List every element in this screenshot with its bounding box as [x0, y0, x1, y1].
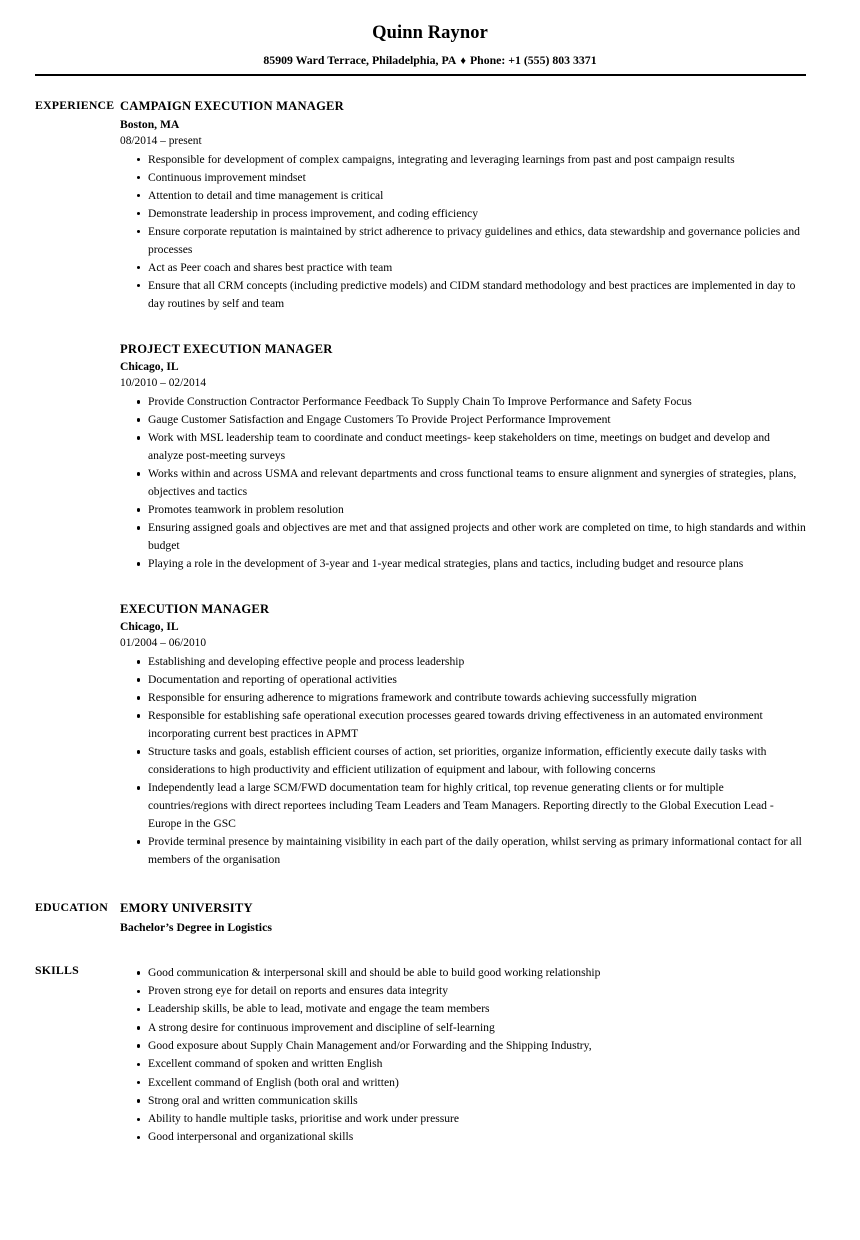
job-location: Chicago, IL [120, 359, 179, 373]
skill-bullet: A strong desire for continuous improvement and discipline of self-learning [120, 1019, 806, 1037]
section-label-skills: SKILLS [35, 962, 79, 977]
job-bullet: Work with MSL leadership team to coordinate and conduct meetings- keep stakeholders on time, meetings on budget and develop and analyze post-meeting surveys [120, 429, 806, 465]
job-bullet: Ensure that all CRM concepts (including predictive models) and CIDM standard methodology and best practices are implemented in day to day routines by self and team [120, 277, 806, 313]
skill-bullet: Strong oral and written communication skills [120, 1092, 806, 1110]
experience-section [0, 98, 860, 868]
section-label-education: EDUCATION [35, 899, 109, 914]
job-entry [120, 98, 806, 312]
job-bullet: Act as Peer coach and shares best practice with team [120, 259, 806, 277]
skill-bullet: Leadership skills, be able to lead, motivate and engage the team members [120, 1000, 806, 1018]
job-bullet: Provide Construction Contractor Performance Feedback To Supply Chain To Improve Performance and Safety Focus [120, 393, 806, 411]
job-bullet-list [120, 393, 806, 573]
resume-header [0, 0, 860, 76]
job-location: Boston, MA [120, 117, 180, 131]
job-bullet: Playing a role in the development of 3-year and 1-year medical strategies, plans and tactics, including budget and resource plans [120, 555, 806, 573]
candidate-name: Quinn Raynor [372, 23, 488, 43]
job-bullet-list [120, 653, 806, 869]
job-dates: 10/2010 – 02/2014 [120, 376, 207, 389]
job-bullet: Ensure corporate reputation is maintained by strict adherence to privacy guidelines and ethics, data stewardship and governance policies and processes [120, 223, 806, 259]
job-bullet: Responsible for establishing safe operational execution processes geared towards driving effectiveness in an automated environment incorporating current best practices in APMT [120, 707, 806, 743]
education-degree: Bachelor’s Degree in Logistics [120, 920, 272, 935]
skill-bullet: Ability to handle multiple tasks, prioritise and work under pressure [120, 1110, 806, 1128]
skills-body [120, 963, 860, 1147]
job-bullet: Attention to detail and time management is critical [120, 187, 806, 205]
job-title: CAMPAIGN EXECUTION MANAGER [120, 99, 344, 114]
job-title: EXECUTION MANAGER [120, 601, 270, 616]
job-entry [120, 341, 806, 573]
job-bullet: Gauge Customer Satisfaction and Engage Customers To Provide Project Performance Improvement [120, 411, 806, 429]
job-dates: 01/2004 – 06/2010 [120, 636, 207, 649]
phone-text: Phone: +1 (555) 803 3371 [469, 53, 597, 68]
job-dates: 08/2014 – present [120, 134, 202, 147]
address-text: 85909 Ward Terrace, Philadelphia, PA [263, 53, 457, 68]
education-body [120, 900, 860, 937]
job-location: Chicago, IL [120, 619, 179, 633]
job-bullet: Demonstrate leadership in process improvement, and coding efficiency [120, 205, 806, 223]
job-bullet: Independently lead a large SCM/FWD documentation team for highly critical, top revenue generating clients or for multiple countries/regions with direct reportees including Team Leaders and Team Managers. Reporting directly to the Global Execution Lead - Europe in the GSC [120, 779, 806, 833]
skill-bullet: Excellent command of spoken and written English [120, 1055, 806, 1073]
education-school: EMORY UNIVERSITY [120, 900, 253, 915]
diamond-separator-icon: ♦ [460, 55, 466, 68]
job-bullet: Ensuring assigned goals and objectives are met and that assigned projects and other work are completed on time, to high standards and within budget [120, 519, 806, 555]
skill-bullet: Good interpersonal and organizational skills [120, 1128, 806, 1146]
job-title: PROJECT EXECUTION MANAGER [120, 341, 333, 356]
skill-bullet: Good exposure about Supply Chain Management and/or Forwarding and the Shipping Industry, [120, 1037, 806, 1055]
job-bullet: Documentation and reporting of operational activities [120, 671, 806, 689]
education-section [0, 900, 860, 937]
skills-bullet-list [120, 964, 806, 1147]
skill-bullet: Good communication & interpersonal skill and should be able to build good working relationship [120, 964, 806, 982]
job-bullet-list [120, 151, 806, 313]
skills-section [0, 963, 860, 1147]
skill-bullet: Excellent command of English (both oral and written) [120, 1074, 806, 1092]
job-bullet: Responsible for development of complex campaigns, integrating and leveraging learnings from past and post campaign results [120, 151, 806, 169]
job-bullet: Continuous improvement mindset [120, 169, 806, 187]
job-bullet: Responsible for ensuring adherence to migrations framework and contribute towards achieving successfully migration [120, 689, 806, 707]
header-divider [35, 74, 806, 76]
job-bullet: Establishing and developing effective people and process leadership [120, 653, 806, 671]
experience-body [120, 98, 860, 868]
skill-bullet: Proven strong eye for detail on reports and ensures data integrity [120, 982, 806, 1000]
job-bullet: Promotes teamwork in problem resolution [120, 501, 806, 519]
section-label-experience: EXPERIENCE [35, 98, 115, 113]
job-entry [120, 601, 806, 869]
job-bullet: Structure tasks and goals, establish efficient courses of action, set priorities, organize information, efficiently execute daily tasks with considerations to high productivity and efficient utilization of equipment and labour, with following concerns [120, 743, 806, 779]
job-bullet: Provide terminal presence by maintaining visibility in each part of the daily operation, whilst serving as primary informational contact for all members of the organisation [120, 833, 806, 869]
job-bullet: Works within and across USMA and relevant departments and cross functional teams to ensure alignment and synergies of strategies, plans, objectives and tactics [120, 465, 806, 501]
contact-line [0, 53, 860, 68]
